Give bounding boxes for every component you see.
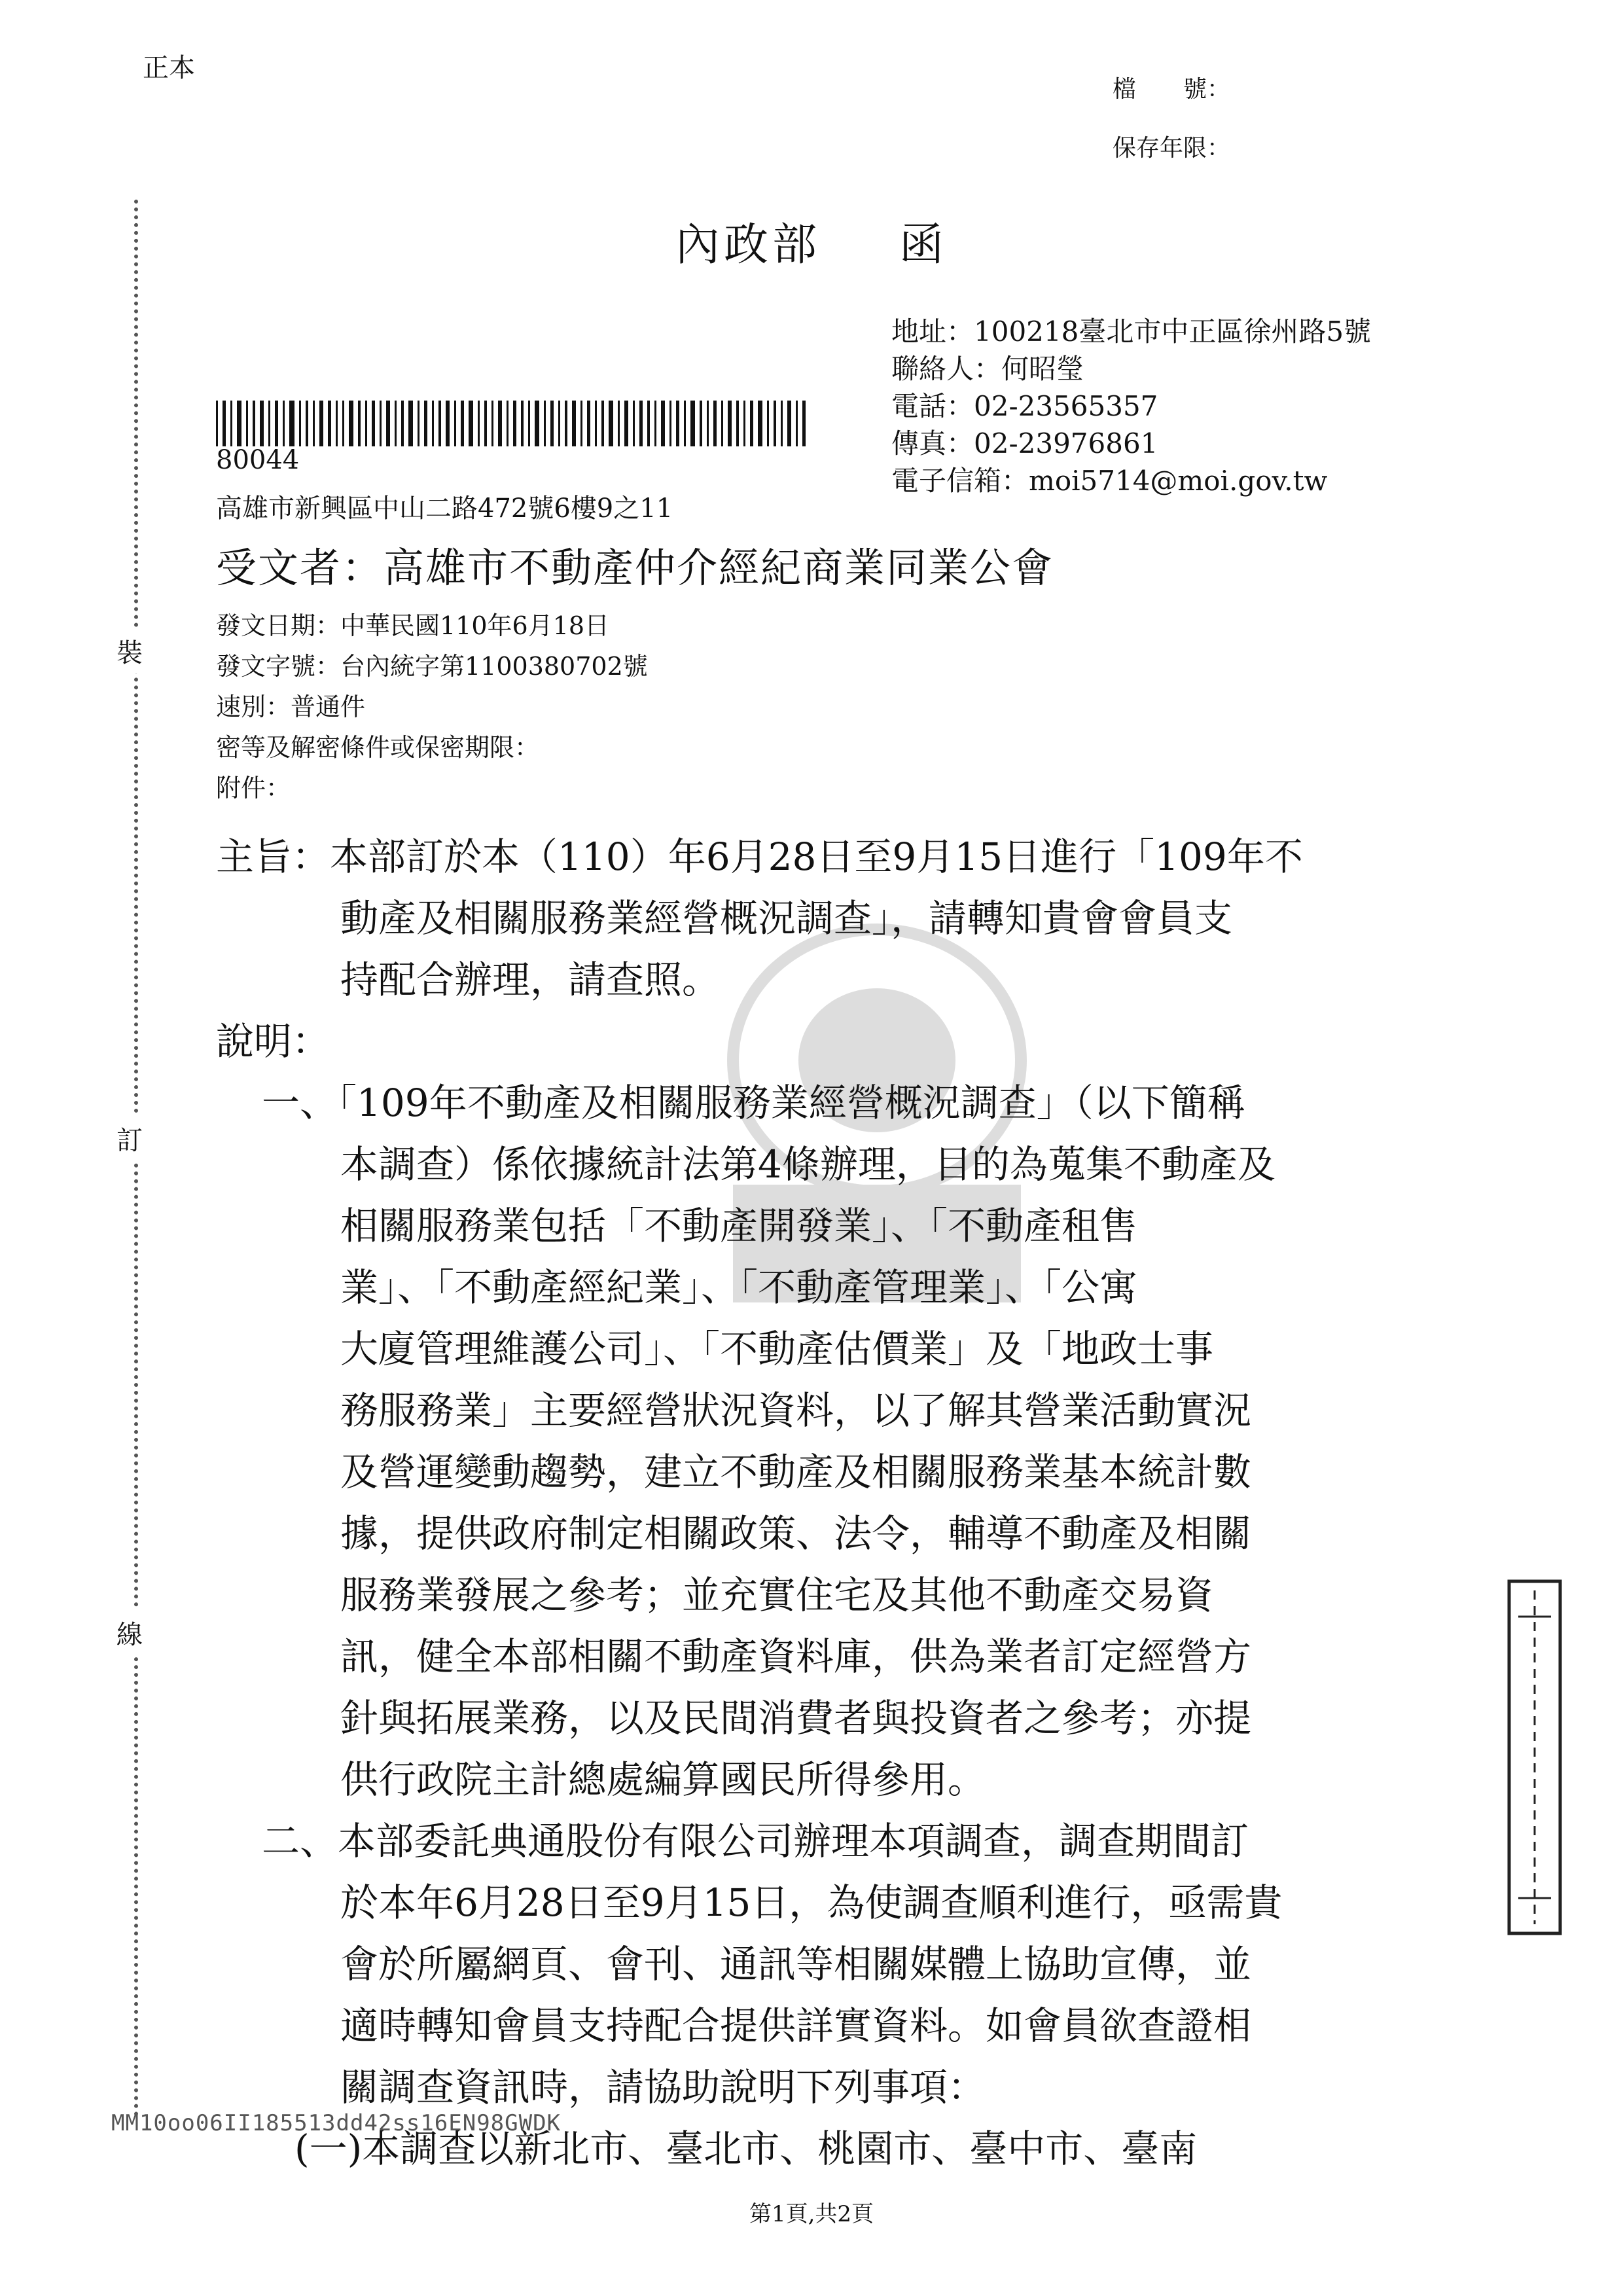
file-number-label: 檔 號： bbox=[1113, 76, 1231, 103]
barcode-bar bbox=[461, 401, 464, 446]
barcode-bar bbox=[721, 401, 723, 446]
barcode-bar bbox=[469, 401, 473, 446]
explanation-item-1-line: 大廈管理維護公司」、「不動產估價業」及「地政士事 bbox=[340, 1327, 1214, 1371]
page-number: 第1頁,共2頁 bbox=[749, 2201, 874, 2227]
mailing-address: 高雄市新興區中山二路472號6樓9之11 bbox=[216, 493, 673, 524]
barcode-bar bbox=[432, 401, 434, 446]
barcode-bar bbox=[743, 401, 745, 446]
barcode-bar bbox=[513, 401, 516, 446]
contact-fax: 傳真：02-23976861 bbox=[891, 427, 1158, 459]
barcode-bar bbox=[342, 401, 344, 446]
document-meta bbox=[216, 605, 648, 808]
barcode-bar bbox=[498, 401, 502, 446]
subject-line: 持配合辦理，請查照。 bbox=[340, 958, 721, 1002]
barcode-bar bbox=[669, 401, 671, 446]
explanation-item-1-line: 一、「109年不動產及相關服務業經營概況調查」（以下簡稱 bbox=[262, 1081, 1245, 1125]
barcode-bar bbox=[401, 401, 404, 446]
contact-person: 聯絡人：何昭瑩 bbox=[891, 353, 1084, 385]
contact-block bbox=[891, 313, 1371, 499]
barcode-bar bbox=[700, 401, 702, 446]
barcode-bar bbox=[358, 401, 361, 446]
barcode-bar bbox=[728, 401, 732, 446]
explanation-item-1-line: 及營運變動趨勢，建立不動產及相關服務業基本統計數 bbox=[340, 1450, 1252, 1494]
issue-number: 發文字號：台內統字第1100380702號 bbox=[216, 652, 648, 681]
barcode-bar bbox=[395, 401, 397, 446]
barcode-bar bbox=[237, 401, 241, 446]
barcode-bar bbox=[767, 401, 769, 446]
barcode-bar bbox=[781, 401, 783, 446]
barcode-bar bbox=[260, 401, 264, 446]
received-date-stamp bbox=[1505, 1577, 1564, 1937]
barcode-bar bbox=[336, 401, 338, 446]
barcode-bar bbox=[386, 401, 390, 446]
secrecy-level: 密等及解密條件或保密期限： bbox=[216, 733, 540, 762]
barcode-bar bbox=[661, 401, 665, 446]
barcode-bar bbox=[595, 401, 597, 446]
barcode-bar bbox=[618, 401, 620, 446]
barcode-bar bbox=[484, 401, 487, 446]
barcode-bar bbox=[365, 401, 367, 446]
issuer-name: 內政部 bbox=[675, 219, 821, 271]
barcode-bar bbox=[609, 401, 613, 446]
binding-char-xian: 線 bbox=[116, 1610, 143, 1655]
barcode-bar bbox=[446, 401, 450, 446]
explanation-item-2-line: 會於所屬網頁、會刊、通訊等相關媒體上協助宣傳，並 bbox=[340, 1942, 1252, 1986]
barcode-bar bbox=[223, 401, 226, 446]
barcode-bar bbox=[624, 401, 628, 446]
barcode-bar bbox=[408, 401, 413, 446]
barcode-bar bbox=[289, 401, 294, 446]
mailing-zip: 80044 bbox=[216, 445, 300, 475]
delivery-speed: 速別：普通件 bbox=[216, 692, 366, 721]
barcode-bar bbox=[565, 401, 567, 446]
barcode-bar bbox=[647, 401, 650, 446]
explanation-item-2-line: 二、本部委託典通股份有限公司辦理本項調查，調查期間訂 bbox=[262, 1819, 1249, 1863]
barcode-bar bbox=[268, 401, 270, 446]
barcode-bar bbox=[438, 401, 441, 446]
copy-label: 正本 bbox=[143, 53, 195, 83]
barcode-bar bbox=[380, 401, 382, 446]
barcode-bar bbox=[654, 401, 656, 446]
barcode-bar bbox=[216, 401, 218, 446]
barcode-bar bbox=[601, 401, 604, 446]
barcode-bar bbox=[372, 401, 375, 446]
document-type: 函 bbox=[899, 219, 948, 271]
subject-line: 動產及相關服務業經營概況調查」，請轉知貴會會員支 bbox=[340, 896, 1233, 941]
barcode-bar bbox=[707, 401, 709, 446]
attachment: 附件： bbox=[216, 774, 291, 802]
explanation-item-1-line: 務服務業」主要經營狀況資料，以了解其營業活動實況 bbox=[340, 1388, 1252, 1433]
barcode-bar bbox=[787, 401, 791, 446]
explanation-heading: 說明： bbox=[216, 1019, 330, 1064]
barcode-bar bbox=[299, 401, 301, 446]
barcode-bar bbox=[774, 401, 776, 446]
barcode-bar bbox=[528, 401, 530, 446]
explanation-item-1-line: 針與拓展業務，以及民間消費者與投資者之參考；亦提 bbox=[340, 1696, 1252, 1740]
barcode-bar bbox=[328, 401, 331, 446]
barcode-bar bbox=[319, 401, 323, 446]
explanation-item-2-line: 適時轉知會員支持配合提供詳實資料。如會員欲查證相 bbox=[340, 2003, 1252, 2048]
barcode-bar bbox=[507, 401, 508, 446]
barcode-bar bbox=[246, 401, 248, 446]
barcode-bar bbox=[713, 401, 717, 446]
barcode-bar bbox=[418, 401, 419, 446]
explanation-item-2-line: 關調查資訊時，請協助說明下列事項： bbox=[340, 2065, 986, 2109]
barcode-bar bbox=[521, 401, 524, 446]
barcode-bar bbox=[535, 401, 539, 446]
barcode-bar bbox=[275, 401, 278, 446]
file-meta bbox=[1113, 60, 1230, 178]
barcode-bar bbox=[349, 401, 353, 446]
barcode-bar bbox=[802, 401, 806, 446]
contact-phone: 電話：02-23565357 bbox=[891, 390, 1158, 422]
contact-address: 地址：100218臺北市中正區徐州路5號 bbox=[891, 315, 1372, 348]
contact-email: 電子信箱：moi5714@moi.gov.tw bbox=[891, 465, 1328, 497]
explanation-item-1-line: 相關服務業包括「不動產開發業」、「不動產租售 bbox=[340, 1204, 1138, 1248]
barcode-bar bbox=[253, 401, 255, 446]
explanation-item-1-line: 服務業發展之參考；並充實住宅及其他不動產交易資 bbox=[340, 1573, 1214, 1617]
barcode-bar bbox=[750, 401, 753, 446]
retention-label: 保存年限： bbox=[1113, 135, 1231, 162]
barcode-bar bbox=[230, 401, 232, 446]
barcode-bar bbox=[491, 401, 493, 446]
barcode-bar bbox=[478, 401, 480, 446]
recipient: 受文者：高雄市不動產仲介經紀商業同業公會 bbox=[216, 544, 1054, 592]
binding-char-zhuang: 裝 bbox=[116, 628, 143, 673]
barcode-bar bbox=[313, 401, 315, 446]
explanation-item-1-line: 訊，健全本部相關不動產資料庫，供為業者訂定經營方 bbox=[340, 1634, 1252, 1679]
barcode-bar bbox=[558, 401, 560, 446]
binding-char-ding: 訂 bbox=[116, 1116, 143, 1161]
document-title bbox=[0, 209, 1623, 273]
barcode-bar bbox=[684, 401, 686, 446]
barcode-bar bbox=[796, 401, 798, 446]
sub-item-1-line: (一)本調查以新北市、臺北市、桃園市、臺中市、臺南 bbox=[294, 2126, 1198, 2171]
barcode-bar bbox=[736, 401, 739, 446]
explanation-item-1-line: 業」、「不動產經紀業」、「不動產管理業」、「公寓 bbox=[340, 1265, 1138, 1310]
letter-body bbox=[216, 826, 1303, 2179]
barcode-bar bbox=[690, 401, 695, 446]
subject-line: 主旨：本部訂於本（110）年6月28日至9月15日進行「109年不 bbox=[216, 834, 1303, 879]
barcode-bar bbox=[633, 401, 635, 446]
barcode-bar bbox=[587, 401, 590, 446]
explanation-item-1-line: 本調查）係依據統計法第4條辦理，目的為蒐集不動產及 bbox=[340, 1142, 1275, 1187]
explanation-item-1-line: 據，提供政府制定相關政策、法令，輔導不動產及相關 bbox=[340, 1511, 1252, 1556]
issue-date: 發文日期：中華民國110年6月18日 bbox=[216, 611, 610, 640]
explanation-item-2-line: 於本年6月28日至9月15日，為使調查順利進行，亟需貴 bbox=[340, 1880, 1283, 1925]
mailing-barcode bbox=[216, 401, 818, 446]
barcode-bar bbox=[454, 401, 456, 446]
barcode-bar bbox=[424, 401, 427, 446]
barcode-bar bbox=[544, 401, 546, 446]
barcode-bar bbox=[580, 401, 582, 446]
barcode-bar bbox=[550, 401, 554, 446]
barcode-bar bbox=[306, 401, 308, 446]
barcode-bar bbox=[572, 401, 576, 446]
barcode-bar bbox=[283, 401, 285, 446]
document-serial-code: MM10oo06II185513dd42ss16EN98GWDK bbox=[111, 2110, 562, 2136]
barcode-bar bbox=[639, 401, 643, 446]
barcode-bar bbox=[758, 401, 762, 446]
barcode-bar bbox=[676, 401, 679, 446]
explanation-item-1-line: 供行政院主計總處編算國民所得參用。 bbox=[340, 1757, 986, 1802]
